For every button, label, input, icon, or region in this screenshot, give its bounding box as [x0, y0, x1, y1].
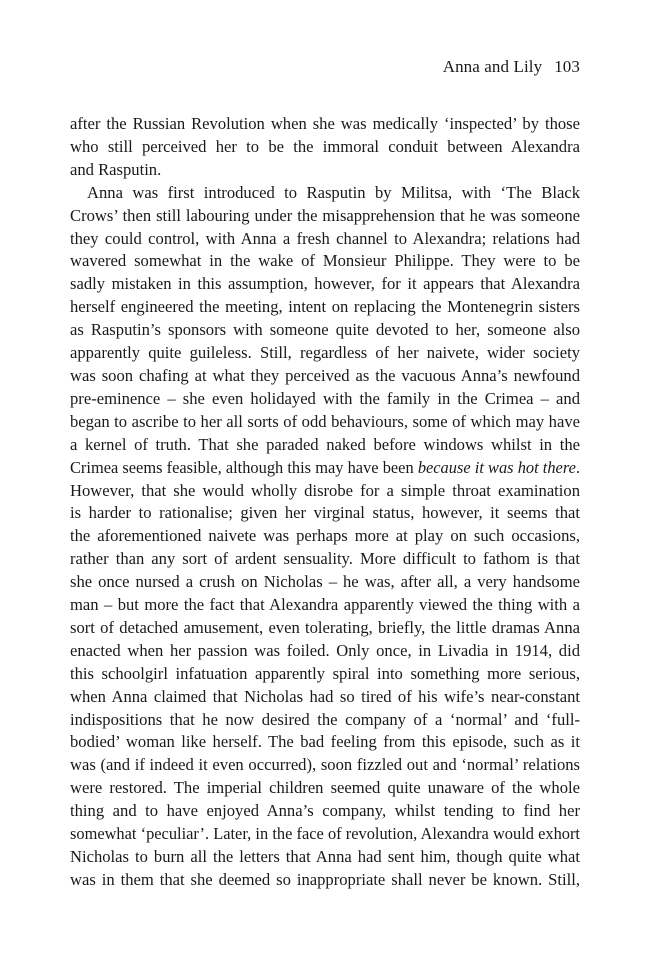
text-line: and Rasputin.: [70, 159, 162, 179]
text-line: bodied’ woman like herself. The bad feeling from this episode, such as it: [70, 732, 580, 752]
italic-phrase: because it was hot there: [417, 457, 576, 477]
text-line: man – but more the fact that Alexandra apparently viewed the thing with a: [70, 595, 580, 615]
text-run: Crimea seems feasible, although this may have been: [70, 457, 418, 477]
text-line: Crows’ then still labouring under the misapprehension that he was someone: [70, 205, 580, 225]
text-line: Nicholas to burn all the letters that Anna had sent him, though quite what: [70, 847, 580, 866]
text-run: .: [575, 457, 580, 477]
text-line: [70, 457, 580, 480]
text-line: this schoolgirl infatuation apparently spiral into something more serious,: [70, 663, 580, 683]
text-line: who still perceived her to be the immoral conduit between Alexandra: [70, 136, 580, 156]
text-line: was (and if indeed it even occurred), soon fizzled out and ‘normal’ relations: [70, 755, 580, 775]
text-line: is harder to rationalise; given her virginal status, however, it seems that: [70, 503, 580, 523]
body-text: [70, 113, 580, 892]
text-line: was soon chafing at what they perceived as the vacuous Anna’s newfound: [70, 365, 580, 385]
text-line: she once nursed a crush on Nicholas – he was, after all, a very handsome: [70, 572, 580, 592]
text-line: as Rasputin’s sponsors with someone quite devoted to her, someone also: [70, 320, 580, 340]
text-line: apparently quite guileless. Still, regardless of her naivete, wider society: [70, 343, 580, 363]
text-line: However, that she would wholly disrobe for a simple throat examination: [70, 480, 580, 500]
text-line: the aforementioned naivete was perhaps more at play on such occasions,: [70, 526, 580, 546]
text-line: indispositions that he now desired the company of a ‘normal’ and ‘full-: [70, 709, 580, 729]
text-line: herself engineered the meeting, intent on replacing the Montenegrin sisters: [70, 297, 580, 317]
text-line: pre-eminence – she even holidayed with the family in the Crimea – and: [70, 388, 580, 408]
text-line: were restored. The imperial children seemed quite unaware of the whole: [70, 778, 580, 798]
text-line: a kernel of truth. That she paraded naked before windows whilst in the: [70, 434, 580, 454]
text-line: wavered somewhat in the wake of Monsieur Philippe. They were to be: [70, 251, 580, 271]
text-line: thing and to have enjoyed Anna’s company, whilst tending to find her: [70, 801, 580, 821]
text-line: they could control, with Anna a fresh channel to Alexandra; relations had: [70, 228, 580, 248]
text-line: sadly mistaken in this assumption, however, for it appears that Alexandra: [70, 274, 580, 294]
text-line: rather than any sort of ardent sensuality. More difficult to fathom is that: [70, 549, 580, 569]
text-line: was in them that she deemed so inappropriate shall never be known. Still,: [70, 869, 580, 889]
text-line: began to ascribe to her all sorts of odd behaviours, some of which may have: [70, 411, 580, 431]
text-line: after the Russian Revolution when she was medically ‘inspected’ by those: [70, 114, 580, 133]
text-line: somewhat ‘peculiar’. Later, in the face of revolution, Alexandra would exhort: [70, 824, 580, 844]
running-title: Anna and Lily: [442, 57, 543, 76]
running-head: [443, 57, 580, 77]
text-line: enacted when her passion was foiled. Only once, in Livadia in 1914, did: [70, 640, 580, 660]
page-number: 103: [554, 57, 580, 76]
text-line: Anna was first introduced to Rasputin by Militsa, with ‘The Black: [87, 182, 580, 202]
text-line: sort of detached amusement, even tolerating, briefly, the little dramas Anna: [70, 617, 580, 637]
text-line: when Anna claimed that Nicholas had so tired of his wife’s near-constant: [70, 686, 580, 706]
